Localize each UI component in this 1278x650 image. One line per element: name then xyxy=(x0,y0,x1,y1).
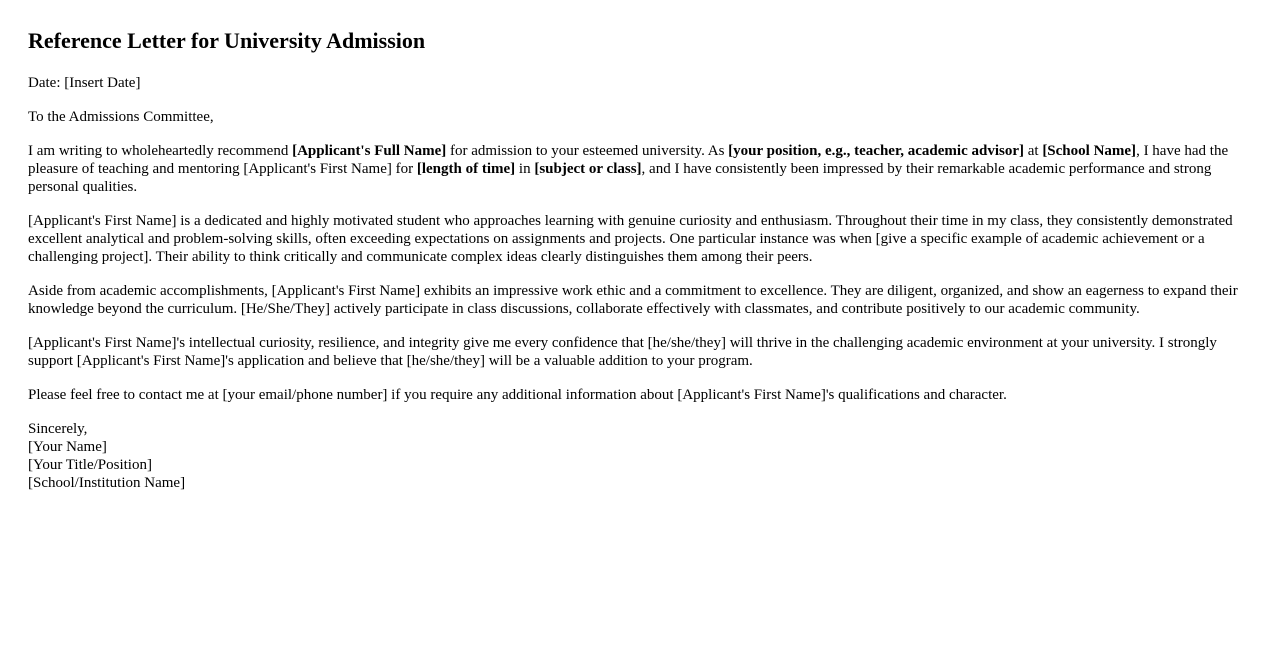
paragraph-contact: Please feel free to contact me at [your email/phone number] if you require any additional information about [Applicant's First Name]'s qualifications and character. xyxy=(28,387,1007,403)
text-segment: at xyxy=(1023,143,1043,159)
placeholder-subject-or-class: [subject or class] xyxy=(534,161,642,177)
text-segment: I am writing to wholeheartedly recommend xyxy=(28,143,293,159)
placeholder-school-name: [School Name] xyxy=(1042,143,1137,159)
closing-sign-off: Sincerely, xyxy=(28,421,88,437)
paragraph-confidence: [Applicant's First Name]'s intellectual curiosity, resilience, and integrity give me every confidence that [he/she/they] will thrive in the challenging academic environment at your university. I strongly support [Applicant's First Name]'s application and believe that [he/she/they] will be a valuable addition to your program. xyxy=(28,335,1217,369)
text-segment: , I have had the pleasure of teaching and mentoring [Applicant's First Name] for xyxy=(28,143,1229,177)
letter-closing xyxy=(28,420,1250,492)
closing-title: [Your Title/Position] xyxy=(28,457,152,473)
letter-date: Date: [Insert Date] xyxy=(28,75,141,91)
placeholder-applicant-full-name: [Applicant's Full Name] xyxy=(292,143,447,159)
paragraph-academic-skills: [Applicant's First Name] is a dedicated and highly motivated student who approaches learning with genuine curiosity and enthusiasm. Throughout their time in my class, they consistently demonstrated excellent analytical and problem-solving skills, often exceeding expectations on assignments and projects. One particular instance was when [give a specific example of academic achievement or a challenging project]. Their ability to think critically and communicate complex ideas clearly distinguishes them among their peers. xyxy=(28,213,1233,265)
closing-institution: [School/Institution Name] xyxy=(28,475,186,491)
page-title: Reference Letter for University Admission xyxy=(28,28,426,53)
placeholder-length-of-time: [length of time] xyxy=(416,161,516,177)
text-segment: for admission to your esteemed university. As xyxy=(446,143,729,159)
closing-name: [Your Name] xyxy=(28,439,107,455)
paragraph-work-ethic: Aside from academic accomplishments, [Applicant's First Name] exhibits an impressive work ethic and a commitment to excellence. They are diligent, organized, and show an eagerness to expand their knowledge beyond the curriculum. [He/She/They] actively participate in class discussions, collaborate effectively with classmates, and contribute positively to our academic community. xyxy=(28,283,1238,317)
letter-salutation: To the Admissions Committee, xyxy=(28,109,214,125)
paragraph-recommendation xyxy=(28,142,1250,196)
text-segment: in xyxy=(515,161,535,177)
placeholder-your-position: [your position, e.g., teacher, academic advisor] xyxy=(728,143,1024,159)
text-segment: , and I have consistently been impressed by their remarkable academic performance and strong personal qualities. xyxy=(28,161,1212,195)
